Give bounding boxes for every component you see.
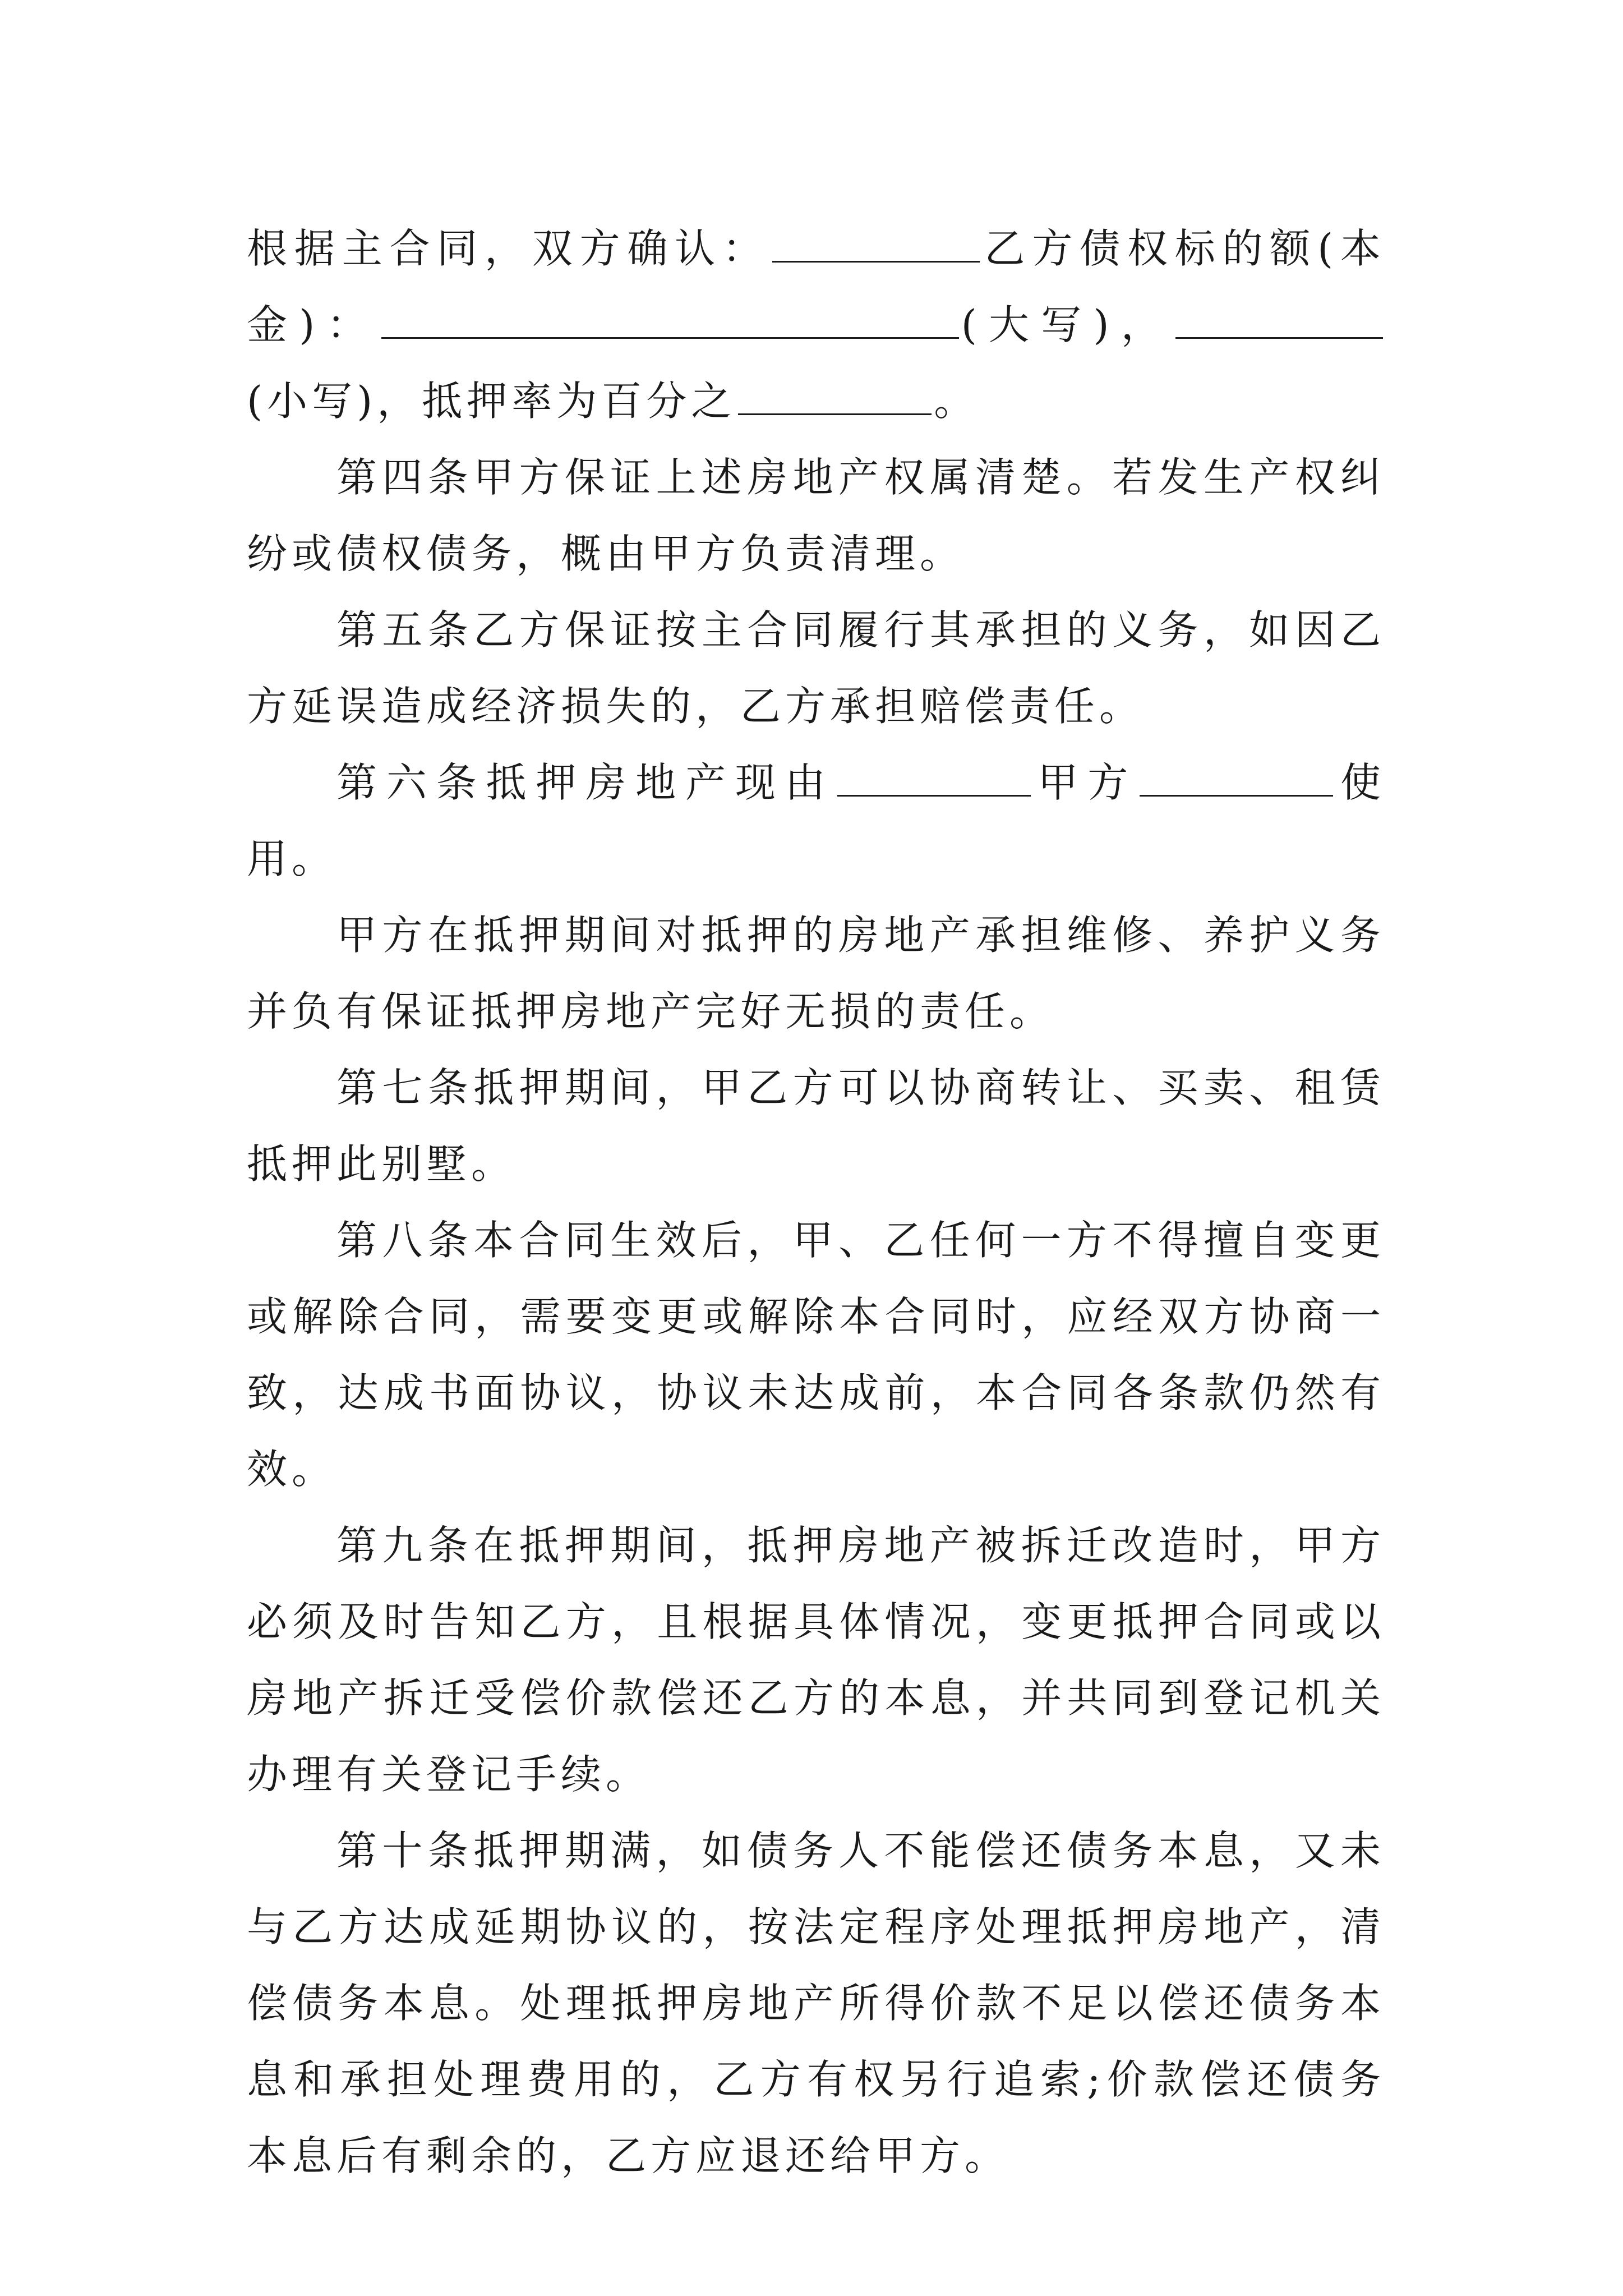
clause-5: 第五条乙方保证按主合同履行其承担的义务，如因乙方延误造成经济损失的，乙方承担赔偿责任。 xyxy=(247,606,1385,730)
clause-6-maintenance: 甲方在抵押期间对抵押的房地产承担维修、养护义务并负有保证抵押房地产完好无损的责任。 xyxy=(247,912,1385,1035)
clause-6 xyxy=(247,744,1385,897)
document-body xyxy=(247,210,1385,2194)
amount-lowercase-blank[interactable] xyxy=(1175,303,1383,339)
paragraph-amount xyxy=(247,210,1385,439)
lowercase-label: (小写)， xyxy=(247,378,422,425)
amount-lead-text: 根据主合同，双方确认： xyxy=(247,225,770,272)
clause-4: 第四条甲方保证上述房地产权属清楚。若发生产权纠纷或债权债务，概由甲方负责清理。 xyxy=(247,454,1385,577)
clause-10: 第十条抵押期满，如债务人不能偿还债务本息，又未与乙方达成延期协议的，按法定程序处理抵押房地产，清偿债务本息。处理抵押房地产所得价款不足以偿还债务本息和承担处理费用的，乙方有权另行追索;价款偿还债务本息后有剩余的，乙方应退还给甲方。 xyxy=(247,1827,1385,2179)
amount-uppercase-blank[interactable] xyxy=(381,303,959,339)
clause-6-party: 甲方 xyxy=(1032,759,1138,806)
mortgage-rate-end: 。 xyxy=(934,378,979,425)
usage-blank[interactable] xyxy=(1140,761,1333,797)
clause-6-lead: 第六条抵押房地产现由 xyxy=(336,759,835,806)
confirm-blank[interactable] xyxy=(772,227,980,263)
mortgage-rate-blank[interactable] xyxy=(738,380,932,415)
uppercase-label: (大写)， xyxy=(961,301,1174,348)
mortgage-rate-label: 抵押率为百分之 xyxy=(422,378,736,425)
clause-8: 第八条本合同生效后，甲、乙任何一方不得擅自变更或解除合同，需要变更或解除本合同时，应经双方协商一致，达成书面协议，协议未达成前，本合同各条款仍然有效。 xyxy=(247,1217,1385,1493)
clause-7: 第七条抵押期间，甲乙方可以协商转让、买卖、租赁抵押此别墅。 xyxy=(247,1064,1385,1188)
occupant-blank[interactable] xyxy=(837,761,1031,797)
clause-6-end: 使用。 xyxy=(247,759,1385,882)
principal-label: 乙方债权标的额(本金)： xyxy=(247,225,1385,348)
clause-9: 第九条在抵押期间，抵押房地产被拆迁改造时，甲方必须及时告知乙方，且根据具体情况，变更抵押合同或以房地产拆迁受偿价款偿还乙方的本息，并共同到登记机关办理有关登记手续。 xyxy=(247,1522,1385,1798)
